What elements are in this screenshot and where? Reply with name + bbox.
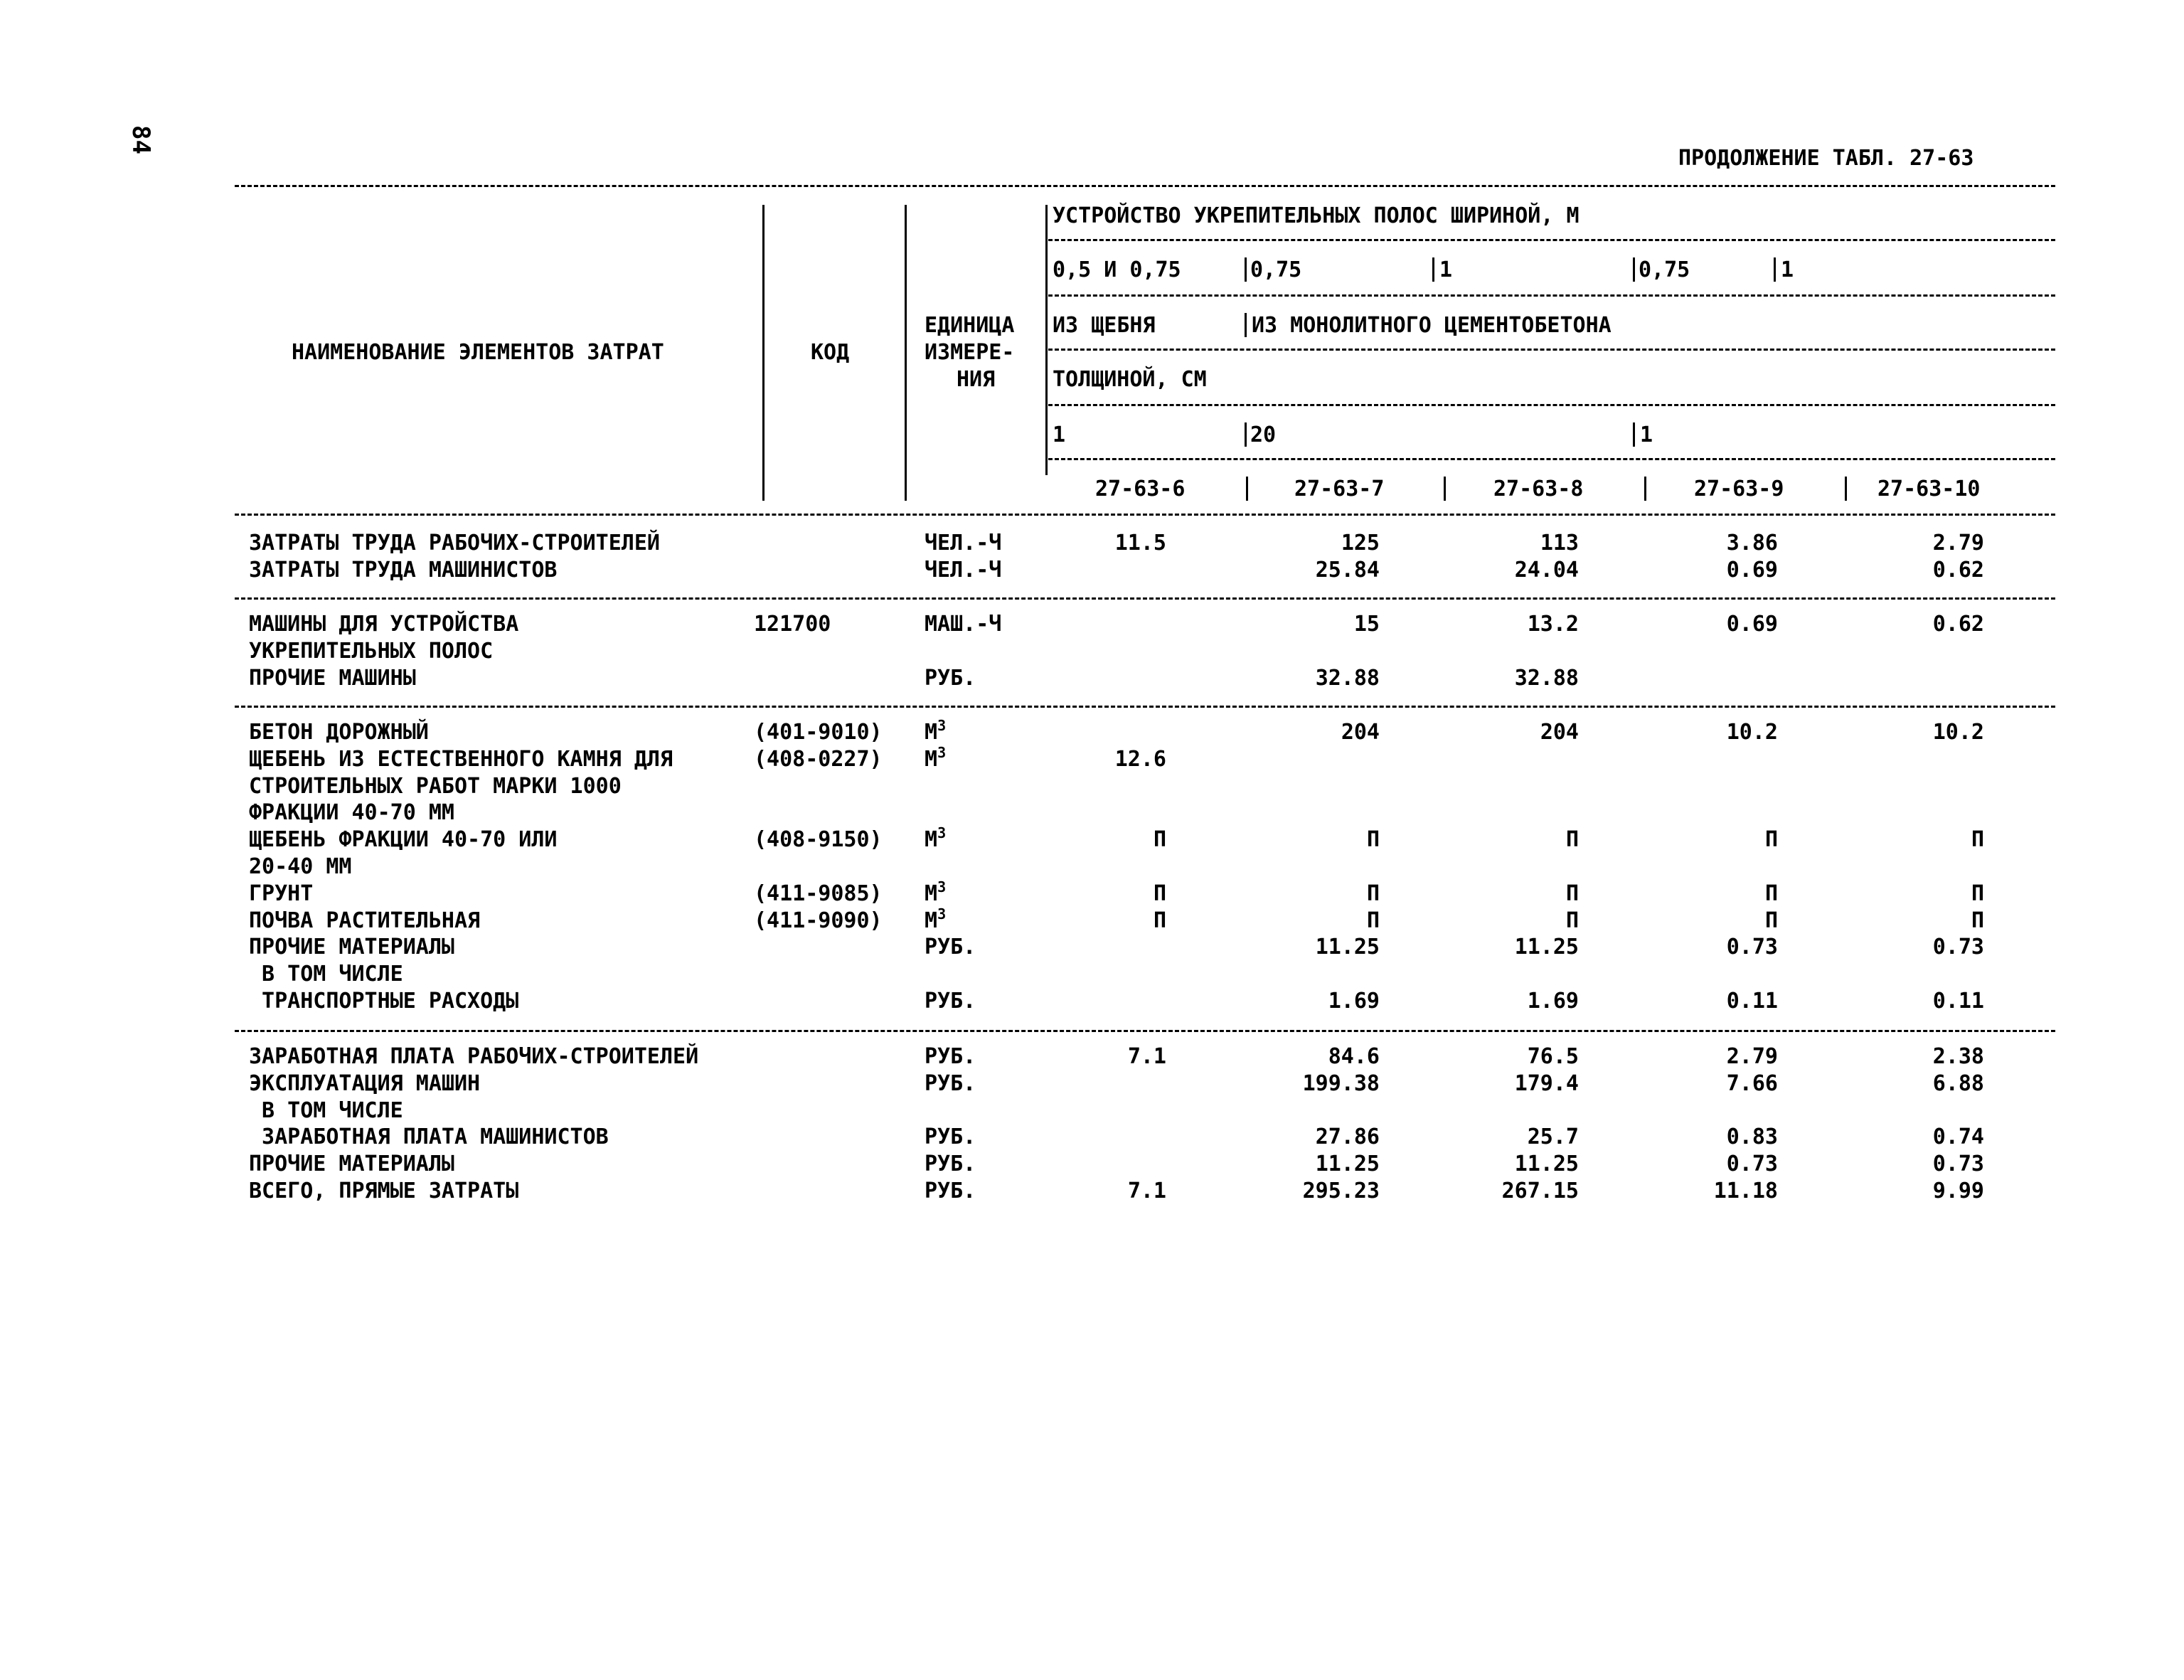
- row-value-3: 11.25: [1514, 935, 1579, 959]
- row-value-1: 12.6: [1114, 747, 1166, 772]
- width-2: 0,75: [1250, 257, 1302, 282]
- header-top-rule: [235, 185, 2055, 187]
- row-unit: РУБ.: [925, 935, 976, 959]
- row-value-2: 11.25: [1315, 935, 1380, 959]
- unit-superscript: 3: [937, 717, 947, 734]
- row-value-4: 0.73: [1726, 1152, 1778, 1176]
- row-value-3: 13.2: [1527, 612, 1579, 637]
- group-separator-rule: [235, 706, 2055, 708]
- row-name: В ТОМ ЧИСЛЕ: [249, 1098, 403, 1123]
- code-27-63-10: 27-63-10: [1877, 477, 1981, 501]
- row-name: УКРЕПИТЕЛЬНЫХ ПОЛОС: [249, 639, 494, 664]
- thickness-sep-1: [1245, 422, 1247, 447]
- header-bottom-rule: [235, 514, 2055, 516]
- row-value-5: П: [1971, 908, 1984, 933]
- row-value-4: 3.86: [1726, 531, 1778, 555]
- row-value-4: 0.11: [1726, 989, 1778, 1014]
- row-code: (408-9150): [754, 827, 883, 852]
- row-value-4: 11.18: [1713, 1179, 1778, 1203]
- row-value-2: П: [1366, 881, 1380, 906]
- group-separator-rule: [235, 597, 2055, 600]
- row-value-2: 27.86: [1315, 1125, 1380, 1149]
- row-value-4: 7.66: [1726, 1071, 1778, 1096]
- row-name: ЗАРАБОТНАЯ ПЛАТА МАШИНИСТОВ: [249, 1125, 609, 1149]
- thickness-label: ТОЛЩИНОЙ, СМ: [1053, 367, 1207, 392]
- row-value-4: П: [1764, 881, 1778, 906]
- row-value-2: 204: [1341, 720, 1380, 745]
- row-name: ЩЕБЕНЬ ФРАКЦИИ 40-70 ИЛИ: [249, 827, 558, 852]
- row-unit: $М^3$: [925, 717, 947, 745]
- row-unit: ЧЕЛ.-Ч: [925, 558, 1002, 583]
- code-sep-4: [1845, 477, 1847, 501]
- row-value-5: 10.2: [1932, 720, 1984, 745]
- unit-col-bar-right: [1045, 205, 1048, 475]
- row-value-2: 25.84: [1315, 558, 1380, 583]
- thickness-1: 1: [1053, 422, 1066, 447]
- row-unit: РУБ.: [925, 1071, 976, 1096]
- row-unit: $М^3$: [925, 878, 947, 906]
- code-col-bar-right: [905, 205, 907, 501]
- continuation-caption: ПРОДОЛЖЕНИЕ ТАБЛ. 27-63: [1678, 146, 1974, 171]
- row-value-4: П: [1764, 827, 1778, 852]
- page-number: 84: [127, 125, 155, 154]
- row-name: ГРУНТ: [249, 881, 314, 906]
- row-code: 121700: [754, 612, 831, 637]
- row-value-5: 0.62: [1932, 558, 1984, 583]
- header-name-col: НАИМЕНОВАНИЕ ЭЛЕМЕНТОВ ЗАТРАТ: [292, 340, 664, 365]
- row-value-2: 32.88: [1315, 666, 1380, 691]
- row-value-5: 2.38: [1932, 1044, 1984, 1069]
- row-name: БЕТОН ДОРОЖНЫЙ: [249, 720, 429, 745]
- row-name: СТРОИТЕЛЬНЫХ РАБОТ МАРКИ 1000: [249, 774, 622, 799]
- width-1: 0,5 И 0,75: [1053, 257, 1181, 282]
- code-sep-3: [1644, 477, 1646, 501]
- row-value-3: 76.5: [1527, 1044, 1579, 1069]
- unit-superscript: 3: [937, 878, 947, 895]
- row-name: 20-40 ММ: [249, 854, 352, 879]
- row-unit: ЧЕЛ.-Ч: [925, 531, 1002, 555]
- row-value-3: П: [1565, 827, 1579, 852]
- row-name: ПРОЧИЕ МАТЕРИАЛЫ: [249, 935, 454, 959]
- width-sep-3: [1633, 257, 1635, 282]
- row-value-1: 7.1: [1127, 1044, 1166, 1069]
- row-value-5: 9.99: [1932, 1179, 1984, 1203]
- row-value-3: 113: [1540, 531, 1579, 555]
- row-value-5: 0.62: [1932, 612, 1984, 637]
- row-value-3: 11.25: [1514, 1152, 1579, 1176]
- width-3: 1: [1439, 257, 1453, 282]
- header-rule-4: [1048, 404, 2055, 406]
- row-value-5: 0.74: [1932, 1125, 1984, 1149]
- row-name: МАШИНЫ ДЛЯ УСТРОЙСТВА: [249, 612, 519, 637]
- row-value-5: 2.79: [1932, 531, 1984, 555]
- row-name: ПРОЧИЕ МАШИНЫ: [249, 666, 416, 691]
- row-value-4: 10.2: [1726, 720, 1778, 745]
- row-value-1: 7.1: [1127, 1179, 1166, 1203]
- row-value-2: 125: [1341, 531, 1380, 555]
- row-unit: РУБ.: [925, 1125, 976, 1149]
- row-value-5: 6.88: [1932, 1071, 1984, 1096]
- row-value-3: 204: [1540, 720, 1579, 745]
- row-value-5: П: [1971, 827, 1984, 852]
- row-name: ЭКСПЛУАТАЦИЯ МАШИН: [249, 1071, 481, 1096]
- code-sep-2: [1444, 477, 1446, 501]
- row-name: ВСЕГО, ПРЯМЫЕ ЗАТРАТЫ: [249, 1179, 519, 1203]
- row-value-5: П: [1971, 881, 1984, 906]
- row-name: ЩЕБЕНЬ ИЗ ЕСТЕСТВЕННОГО КАМНЯ ДЛЯ: [249, 747, 673, 772]
- row-value-1: П: [1153, 908, 1166, 933]
- header-unit-line2: ИЗМЕРЕ-: [925, 340, 1015, 365]
- row-value-3: П: [1565, 908, 1579, 933]
- row-code: (408-0227): [754, 747, 883, 772]
- code-27-63-6: 27-63-6: [1095, 477, 1186, 501]
- header-code-col: КОД: [811, 340, 850, 365]
- header-rule-1: [1048, 239, 2055, 241]
- row-value-2: 295.23: [1302, 1179, 1380, 1203]
- material-concrete: ИЗ МОНОЛИТНОГО ЦЕМЕНТОБЕТОНА: [1252, 313, 1612, 338]
- row-value-3: 267.15: [1501, 1179, 1579, 1203]
- row-value-4: 0.69: [1726, 558, 1778, 583]
- row-value-4: 0.73: [1726, 935, 1778, 959]
- header-unit-line1: ЕДИНИЦА: [925, 313, 1015, 338]
- code-sep-1: [1246, 477, 1248, 501]
- width-sep-1: [1245, 257, 1247, 282]
- row-value-4: 2.79: [1726, 1044, 1778, 1069]
- unit-superscript: 3: [937, 824, 947, 841]
- group-separator-rule: [235, 1030, 2055, 1032]
- width-sep-2: [1432, 257, 1434, 282]
- row-value-3: П: [1565, 881, 1579, 906]
- row-name: ЗАТРАТЫ ТРУДА МАШИНИСТОВ: [249, 558, 558, 583]
- code-27-63-7: 27-63-7: [1294, 477, 1385, 501]
- row-unit: $М^3$: [925, 824, 947, 852]
- code-27-63-8: 27-63-8: [1493, 477, 1584, 501]
- row-value-2: 15: [1353, 612, 1380, 637]
- code-27-63-9: 27-63-9: [1694, 477, 1784, 501]
- width-4: 0,75: [1639, 257, 1690, 282]
- row-code: (401-9010): [754, 720, 883, 745]
- row-unit: МАШ.-Ч: [925, 612, 1002, 637]
- row-name: ФРАКЦИИ 40-70 ММ: [249, 800, 454, 825]
- row-unit: $М^3$: [925, 744, 947, 772]
- material-sep: [1245, 313, 1247, 337]
- row-unit: $М^3$: [925, 905, 947, 933]
- row-value-2: П: [1366, 827, 1380, 852]
- row-value-2: 199.38: [1302, 1071, 1380, 1096]
- row-unit: РУБ.: [925, 1044, 976, 1069]
- row-value-5: 0.11: [1932, 989, 1984, 1014]
- thickness-3: 1: [1640, 422, 1653, 447]
- thickness-sep-2: [1633, 422, 1635, 447]
- row-name: ПРОЧИЕ МАТЕРИАЛЫ: [249, 1152, 454, 1176]
- row-value-5: 0.73: [1932, 935, 1984, 959]
- header-rule-5: [1048, 458, 2055, 460]
- row-value-2: 84.6: [1328, 1044, 1380, 1069]
- row-value-1: 11.5: [1114, 531, 1166, 555]
- row-unit: РУБ.: [925, 1179, 976, 1203]
- code-col-bar-left: [762, 205, 765, 501]
- width-5: 1: [1781, 257, 1794, 282]
- row-value-3: 32.88: [1514, 666, 1579, 691]
- header-group-title: УСТРОЙСТВО УКРЕПИТЕЛЬНЫХ ПОЛОС ШИРИНОЙ, М: [1053, 203, 1580, 228]
- row-value-3: 1.69: [1527, 989, 1579, 1014]
- unit-superscript: 3: [937, 905, 947, 923]
- row-unit: РУБ.: [925, 989, 976, 1014]
- material-crushed-stone: ИЗ ЩЕБНЯ: [1053, 313, 1156, 338]
- header-unit-line3: НИЯ: [957, 367, 996, 392]
- row-value-4: П: [1764, 908, 1778, 933]
- row-value-3: 25.7: [1527, 1125, 1579, 1149]
- width-sep-4: [1774, 257, 1776, 282]
- row-code: (411-9085): [754, 881, 883, 906]
- row-value-1: П: [1153, 827, 1166, 852]
- row-value-1: П: [1153, 881, 1166, 906]
- row-value-3: 179.4: [1514, 1071, 1579, 1096]
- row-value-2: 1.69: [1328, 989, 1380, 1014]
- row-code: (411-9090): [754, 908, 883, 933]
- header-rule-3: [1048, 349, 2055, 351]
- row-name: ЗАРАБОТНАЯ ПЛАТА РАБОЧИХ-СТРОИТЕЛЕЙ: [249, 1044, 699, 1069]
- unit-superscript: 3: [937, 744, 947, 761]
- row-value-4: 0.69: [1726, 612, 1778, 637]
- thickness-2: 20: [1250, 422, 1277, 447]
- row-name: В ТОМ ЧИСЛЕ: [249, 962, 403, 987]
- row-value-2: П: [1366, 908, 1380, 933]
- header-rule-2: [1048, 294, 2055, 297]
- row-name: ЗАТРАТЫ ТРУДА РАБОЧИХ-СТРОИТЕЛЕЙ: [249, 531, 660, 555]
- row-value-5: 0.73: [1932, 1152, 1984, 1176]
- row-value-2: 11.25: [1315, 1152, 1380, 1176]
- row-value-4: 0.83: [1726, 1125, 1778, 1149]
- row-unit: РУБ.: [925, 1152, 976, 1176]
- row-unit: РУБ.: [925, 666, 976, 691]
- row-value-3: 24.04: [1514, 558, 1579, 583]
- row-name: ПОЧВА РАСТИТЕЛЬНАЯ: [249, 908, 481, 933]
- row-name: ТРАНСПОРТНЫЕ РАСХОДЫ: [249, 989, 519, 1014]
